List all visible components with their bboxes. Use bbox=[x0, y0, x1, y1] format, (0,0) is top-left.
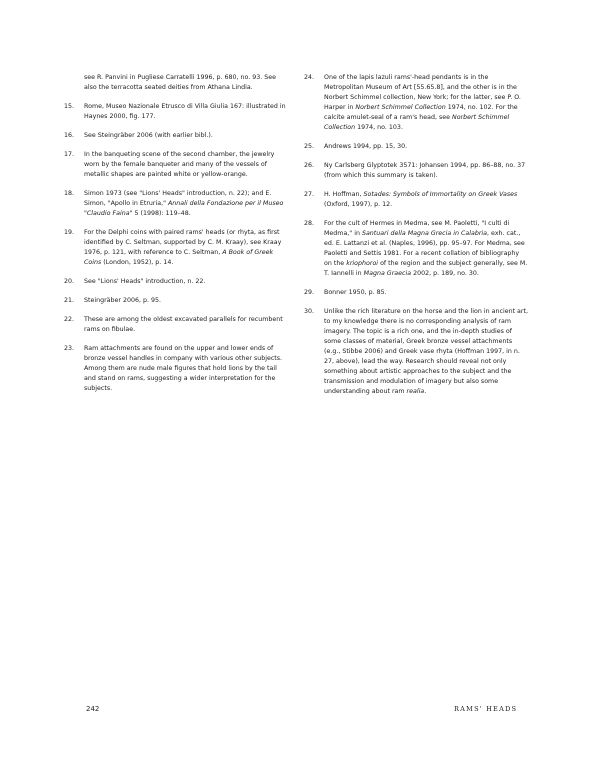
note-25 bbox=[304, 142, 528, 152]
note-20 bbox=[64, 277, 288, 287]
note-text: Andrews 1994, pp. 15, 30. bbox=[324, 143, 408, 150]
note-number: 23. bbox=[64, 345, 75, 352]
note-text: For the Delphi coins with paired rams' heads (or rhyta, as first identified by C. Seltman, supported by C. M. Kraay), see Kraay 1976, p. 121, with reference to C. Seltman, bbox=[84, 229, 282, 256]
note-text: In the banqueting scene of the second chamber, the jewelry worn by the female banqueter and many of the vessels of metallic shapes are painted white or yellow-orange. bbox=[84, 151, 275, 178]
note-text: See "Lions' Heads" introduction, n. 22. bbox=[84, 278, 206, 285]
note-number: 22. bbox=[64, 316, 75, 323]
note-italic-title: A Book of Greek Coins bbox=[84, 249, 274, 266]
note-italic-term: kriophoroi bbox=[346, 260, 379, 267]
note-text: See Steingräber 2006 (with earlier bibl.). bbox=[84, 132, 213, 139]
note-italic-title: Annali della Fondazione per il Museo "Claudio Faina" bbox=[84, 200, 284, 217]
note-italic-title-2: Norbert Schimmel Collection bbox=[324, 114, 510, 131]
running-head: RAMS' HEADS bbox=[454, 705, 518, 713]
note-21 bbox=[64, 296, 288, 306]
note-number: 30. bbox=[304, 308, 315, 315]
note-text: Ny Carlsberg Glyptotek 3571: Johansen 1994, pp. 86–88, no. 37 (from which this summary is taken). bbox=[324, 162, 526, 179]
note-text: Bonner 1950, p. 85. bbox=[324, 289, 387, 296]
note-text: These are among the oldest excavated parallels for recumbent rams on fibulae. bbox=[84, 316, 283, 333]
note-italic-title: Norbert Schimmel Collection bbox=[355, 104, 446, 111]
note-22 bbox=[64, 315, 288, 335]
note-26 bbox=[304, 161, 528, 181]
note-23 bbox=[64, 344, 288, 394]
note-text: see R. Panvini in Pugliese Carratelli 1996, p. 680, no. 93. See also the terracotta seated deities from Athana Lindia. bbox=[84, 74, 277, 91]
note-number: 28. bbox=[304, 220, 315, 227]
note-italic-title-3: Magna Graecia bbox=[363, 270, 412, 277]
note-text-after-2: of the region and the subject generally, see M. T. Iannelli in bbox=[324, 260, 528, 277]
note-text: Unlike the rich literature on the horse and the lion in ancient art, to my knowledge there is no corresponding analysis of ram imagery. The topic is a rich one, and the in-depth studies of some classes of material, Greek bronze vessel attachments (e.g., Stibbe 2006) and Greek vase rhyta (Hoffman 1997, in n. 27, above), lead the way. Research should reveal not only something about artistic approaches to the subject and the transmission and modulation of imagery but also some understanding about ram bbox=[324, 308, 528, 395]
note-text-after: (London, 1952), p. 14. bbox=[101, 259, 174, 266]
note-17 bbox=[64, 150, 288, 180]
note-number: 26. bbox=[304, 162, 315, 169]
note-number: 20. bbox=[64, 278, 75, 285]
note-number: 16. bbox=[64, 132, 75, 139]
note-text-after: 1974, no. 102. For the calcite amulet-seal of a ram's head, see bbox=[324, 104, 518, 121]
note-19 bbox=[64, 228, 288, 268]
note-text: Rome, Museo Nazionale Etrusco di Villa Giulia 167: illustrated in Haynes 2000, fig. 177. bbox=[84, 103, 286, 120]
note-text-after-3: 2002, p. 189, no. 30. bbox=[411, 270, 479, 277]
note-text-after: , exh. cat., ed. E. Lattanzi et al. (Naples, 1996), pp. 95–97. For Medma, see Paoletti and Settis 1981. For a recent collation of bibliography on the bbox=[324, 230, 525, 267]
note-number: 24. bbox=[304, 74, 315, 81]
note-29 bbox=[304, 288, 528, 298]
note-27 bbox=[304, 190, 528, 210]
note-text: Steingräber 2006, p. 95. bbox=[84, 297, 162, 304]
note-italic-title: Santuari della Magna Grecia in Calabria bbox=[361, 230, 488, 237]
note-15 bbox=[64, 102, 288, 122]
note-number: 25. bbox=[304, 143, 315, 150]
note-number: 18. bbox=[64, 190, 75, 197]
note-text: Simon 1973 (see "Lions' Heads" introduction, n. 22); and E. Simon, "Apollo in Etruria," bbox=[84, 190, 272, 207]
note-text: For the cult of Hermes in Medma, see M. Paoletti, "I culti di Medma," in bbox=[324, 220, 510, 237]
note-text: One of the lapis lazuli rams'-head pendants is in the Metropolitan Museum of Art [55.65.8], and the other is in the Norbert Schimmel collection, New York; for the latter, see P. O. Harper in bbox=[324, 74, 521, 111]
note-number: 17. bbox=[64, 151, 75, 158]
note-number: 19. bbox=[64, 229, 75, 236]
note-text-after: . bbox=[424, 388, 427, 395]
note-number: 21. bbox=[64, 297, 75, 304]
note-text-after: (Oxford, 1997), p. 12. bbox=[324, 201, 393, 208]
note-italic-term: realia bbox=[406, 388, 425, 395]
note-30 bbox=[304, 307, 528, 397]
left-column bbox=[64, 73, 288, 403]
note-text-after: 5 (1998): 119–48. bbox=[132, 210, 191, 217]
page-number: 242 bbox=[86, 705, 100, 713]
note-text: Ram attachments are found on the upper and lower ends of bronze vessel handles in company with various other subjects. Among them are nude male figures that hold lions by the tail and stand on rams, suggesting a wider interpretation for the subjects. bbox=[84, 345, 283, 392]
note-text-after-2: 1974, no. 103. bbox=[355, 124, 403, 131]
note-number: 15. bbox=[64, 103, 75, 110]
note-text: H. Hoffman, bbox=[324, 191, 364, 198]
right-column bbox=[304, 73, 528, 406]
note-24 bbox=[304, 73, 528, 133]
note-18 bbox=[64, 189, 288, 219]
note-number: 29. bbox=[304, 289, 315, 296]
note-italic-title: Sotades: Symbols of Immortality on Greek Vases bbox=[363, 191, 518, 198]
note-continuation bbox=[64, 73, 288, 93]
note-16 bbox=[64, 131, 288, 141]
note-28 bbox=[304, 219, 528, 279]
note-number: 27. bbox=[304, 191, 315, 198]
